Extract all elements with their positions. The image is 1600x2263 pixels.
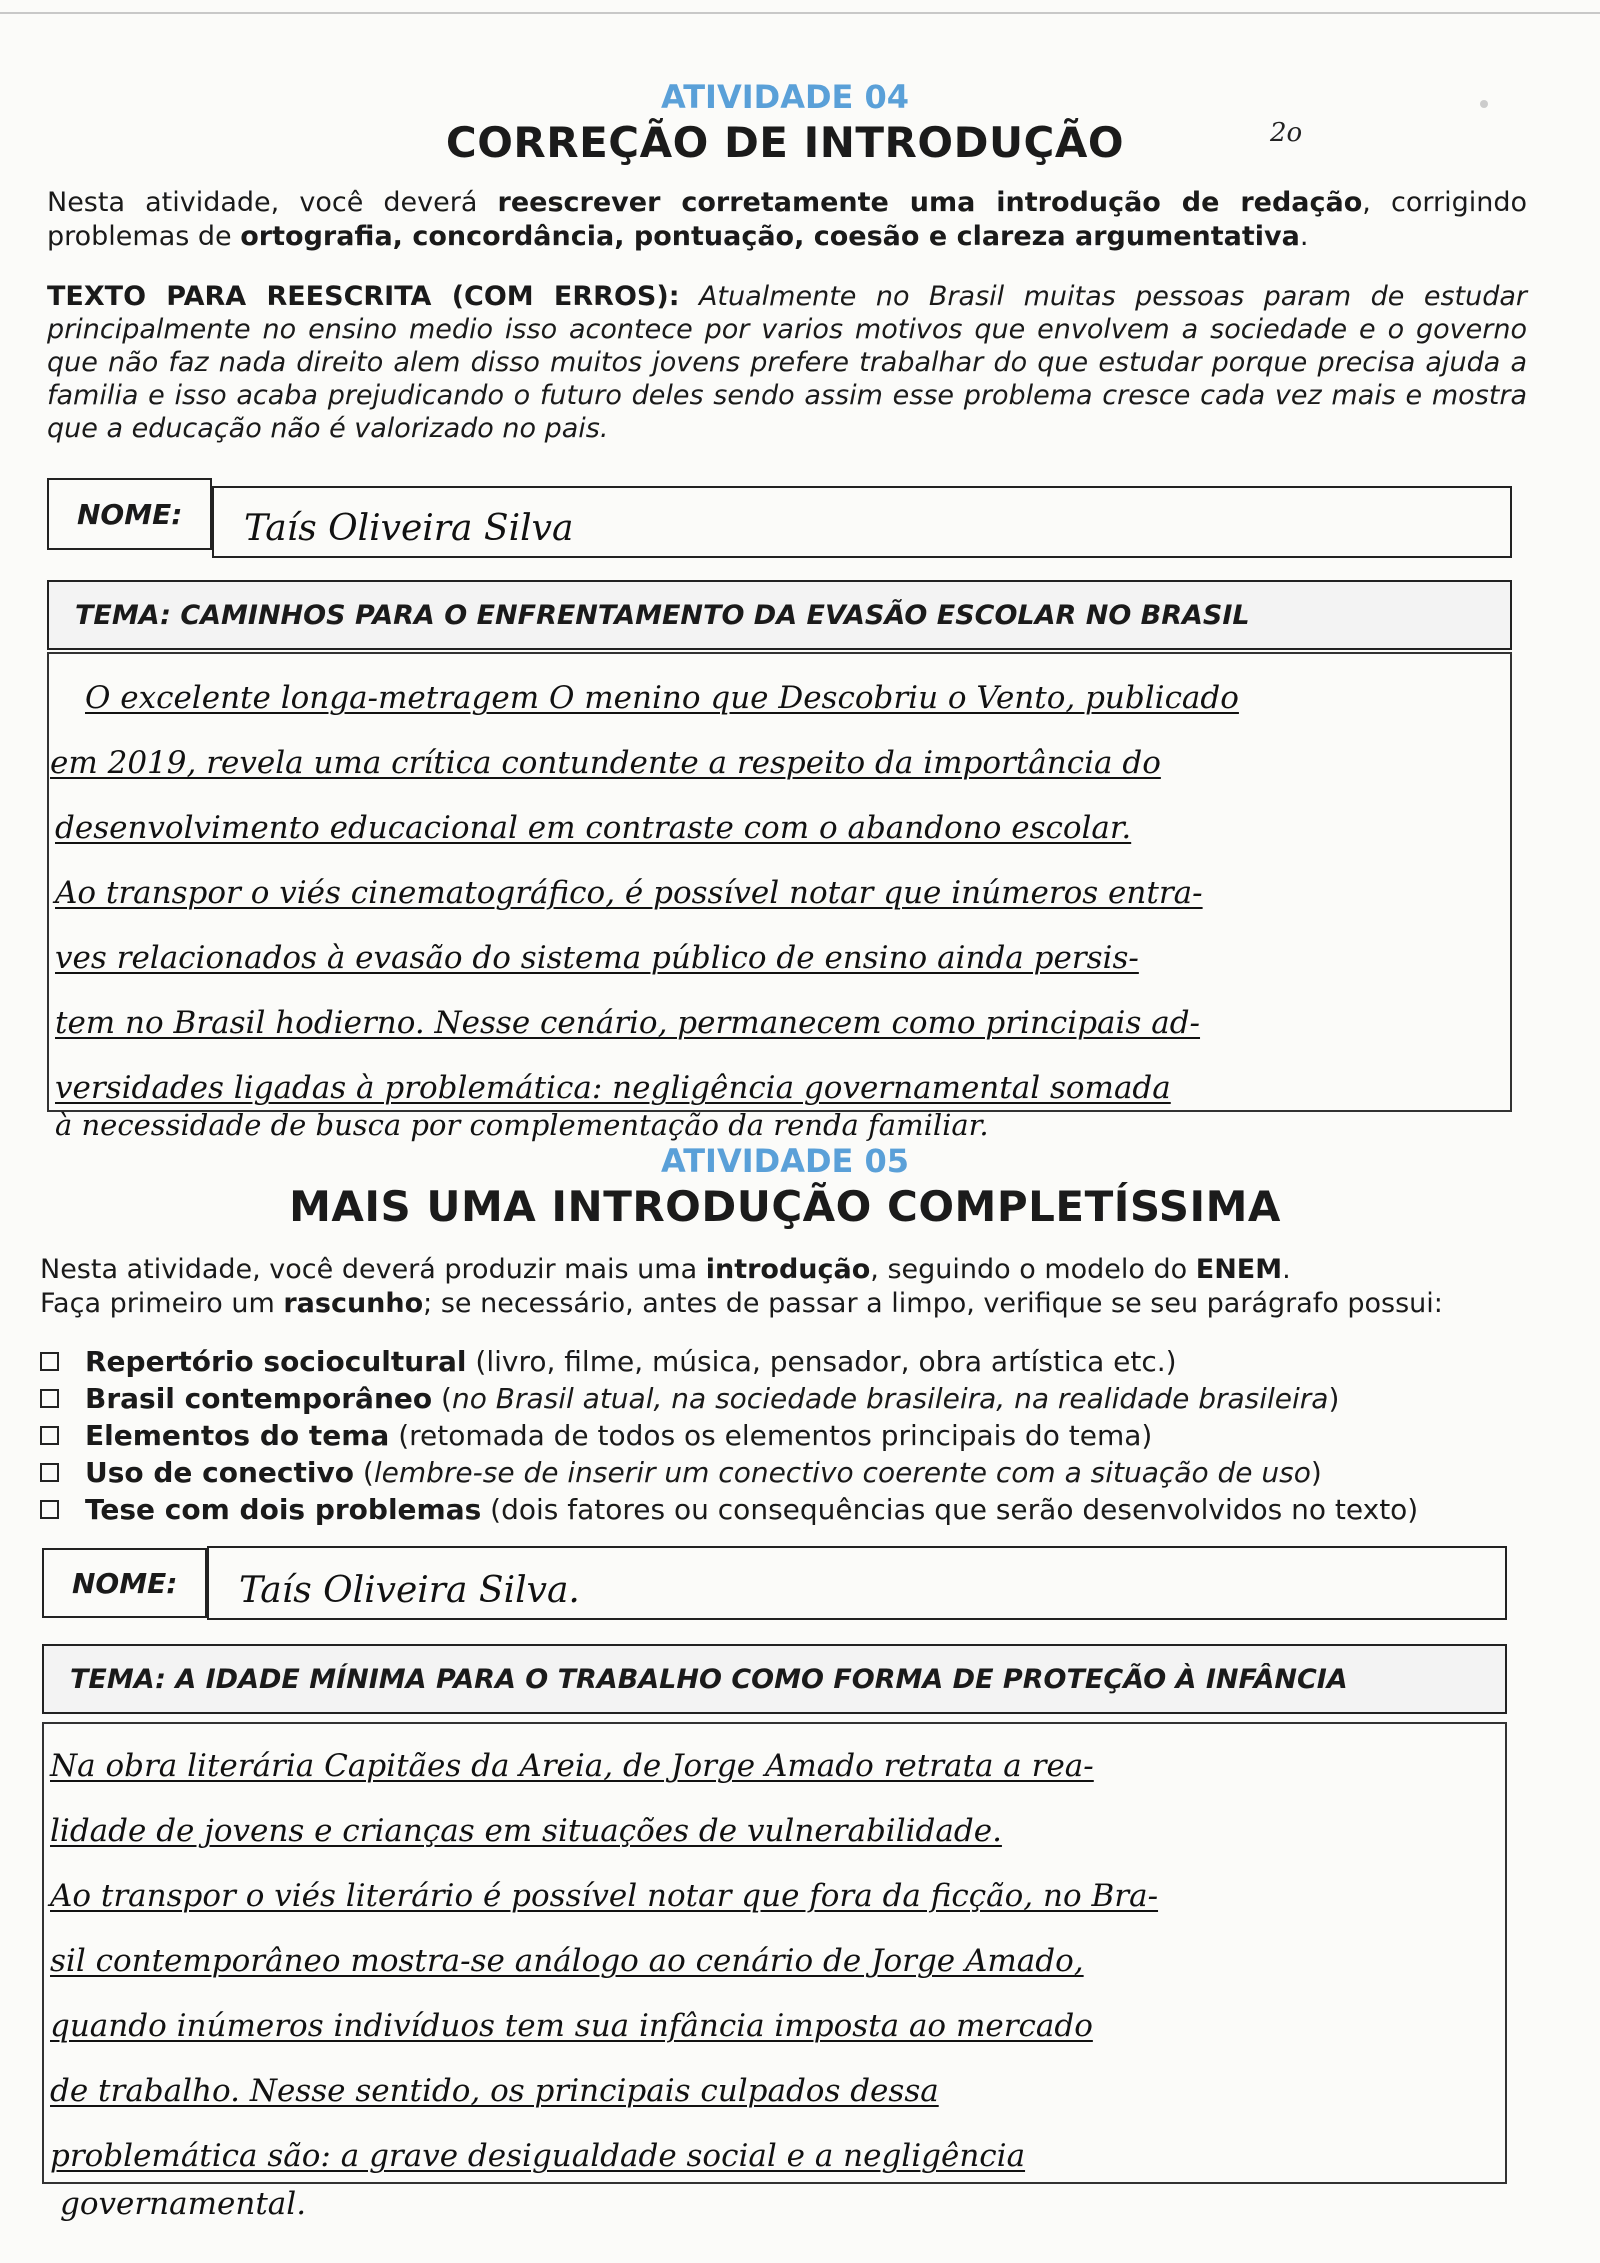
checkbox-icon[interactable] (40, 1352, 59, 1371)
handwritten-line: versidades ligadas à problemática: negligência governamental somada (55, 1070, 1171, 1106)
handwritten-line: de trabalho. Nesse sentido, os principais culpados dessa (50, 2073, 939, 2109)
handwritten-line: em 2019, revela uma crítica contundente a respeito da importância do (50, 745, 1161, 781)
activity-5-instructions-1: Nesta atividade, você deverá produzir mais uma introdução, seguindo o modelo do ENEM. (40, 1254, 1291, 1285)
handwritten-line: à necessidade de busca por complementação da renda familiar. (55, 1108, 989, 1142)
handwritten-line: Ao transpor o viés literário é possível notar que fora da ficção, no Bra- (50, 1878, 1159, 1914)
handwritten-line: tem no Brasil hodierno. Nesse cenário, permanecem como principais ad- (55, 1005, 1201, 1041)
checkbox-icon[interactable] (40, 1426, 59, 1445)
nome-field-5[interactable] (207, 1546, 1507, 1620)
checklist-item: Elementos do tema (retomada de todos os elementos principais do tema) (40, 1419, 1152, 1453)
nome-label-box-4: NOME: (47, 478, 212, 550)
handwritten-line: lidade de jovens e crianças em situações de vulnerabilidade. (50, 1813, 1002, 1849)
rewrite-text-block (47, 280, 1527, 445)
checklist-item: Brasil contemporâneo (no Brasil atual, na sociedade brasileira, na realidade brasileira) (40, 1382, 1339, 1416)
student-name-4: Taís Oliveira Silva (244, 508, 574, 549)
handwritten-line: quando inúmeros indivíduos tem sua infância imposta ao mercado (50, 2008, 1093, 2044)
rewrite-text: Atualmente no Brasil muitas pessoas param de estudar principalmente no ensino medio isso acontece por varios motivos que envolvem a sociedade e o governo que não faz nada direito alem disso muitos jovens prefere trabalhar do que estudar porque precisa ajuda a familia e isso acaba prejudicando o futuro deles sendo assim esse problema cresce cada vez mais e mostra que a educação não é valorizado no pais. (47, 281, 1527, 444)
handwritten-line: ves relacionados à evasão do sistema público de ensino ainda persis- (55, 940, 1139, 976)
checkbox-icon[interactable] (40, 1463, 59, 1482)
margin-mark: 2o (1270, 118, 1303, 148)
handwritten-line: problemática são: a grave desigualdade social e a negligência (50, 2138, 1026, 2174)
scan-top-rule (0, 12, 1600, 14)
nome-label-box-5: NOME: (42, 1548, 207, 1618)
tema-box-4: TEMA: CAMINHOS PARA O ENFRENTAMENTO DA EVASÃO ESCOLAR NO BRASIL (47, 580, 1512, 650)
checkbox-icon[interactable] (40, 1389, 59, 1408)
handwritten-line: governamental. (60, 2186, 307, 2222)
activity-5-label: ATIVIDADE 05 (660, 1142, 910, 1180)
activity-5-instructions-2: Faça primeiro um rascunho; se necessário, antes de passar a limpo, verifique se seu parágrafo possui: (40, 1288, 1443, 1319)
tema-box-5: TEMA: A IDADE MÍNIMA PARA O TRABALHO COMO FORMA DE PROTEÇÃO À INFÂNCIA (42, 1644, 1507, 1714)
student-name-5: Taís Oliveira Silva. (239, 1570, 580, 1611)
activity-4-instructions: Nesta atividade, você deverá reescrever corretamente uma introdução de redação, corrigindo problemas de ortografia, concordância, pontuação, coesão e clareza argumentativa. (47, 187, 1527, 252)
activity-5-title: MAIS UMA INTRODUÇÃO COMPLETÍSSIMA (289, 1182, 1281, 1231)
checklist-item: Repertório sociocultural (livro, filme, música, pensador, obra artística etc.) (40, 1345, 1177, 1379)
handwritten-line: desenvolvimento educacional em contraste com o abandono escolar. (55, 810, 1132, 846)
rewrite-label: TEXTO PARA REESCRITA (COM ERROS): (47, 281, 680, 312)
handwritten-line: sil contemporâneo mostra-se análogo ao cenário de Jorge Amado, (50, 1943, 1084, 1979)
handwritten-line: Na obra literária Capitães da Areia, de Jorge Amado retrata a rea- (50, 1748, 1094, 1784)
activity-4-title: CORREÇÃO DE INTRODUÇÃO (445, 118, 1125, 167)
handwritten-line: O excelente longa-metragem O menino que Descobriu o Vento, publicado (85, 680, 1239, 716)
activity-4-label: ATIVIDADE 04 (660, 78, 910, 116)
handwritten-line: Ao transpor o viés cinematográfico, é possível notar que inúmeros entra- (55, 875, 1203, 911)
checklist-item: Tese com dois problemas (dois fatores ou consequências que serão desenvolvidos no texto) (40, 1493, 1418, 1527)
checkbox-icon[interactable] (40, 1500, 59, 1519)
checklist-item: Uso de conectivo (lembre-se de inserir um conectivo coerente com a situação de uso) (40, 1456, 1322, 1490)
nome-field-4[interactable] (212, 486, 1512, 558)
